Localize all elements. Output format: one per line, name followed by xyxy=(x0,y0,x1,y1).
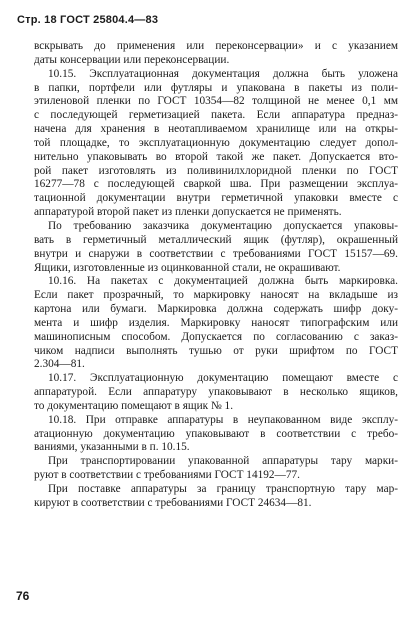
paragraph-10-18-start: 10.18. При отправке аппаратуры в неупакованном виде эксплу- xyxy=(48,413,398,426)
text-line: аппаратурой второй пакет из пленки допускается не применять. xyxy=(34,206,342,219)
text-line: ваниями, указанными в п. 10.15. xyxy=(34,441,190,454)
text-line: атационную документацию упаковывают в соответствии с требо- xyxy=(34,427,398,440)
text-line: в папки, портфели или футляры и упакована в пакеты из поли- xyxy=(34,81,398,94)
text-line: аппаратурой. Если аппаратуру упаковывают в несколько ящиков, xyxy=(34,386,398,399)
text-line: вать в герметичный металлический ящик (футляр), окрашенный xyxy=(34,233,398,246)
text-line: 2.304—81. xyxy=(34,358,85,371)
text-line: кируют в соответствии с требованиями ГОСТ 24634—81. xyxy=(34,496,312,509)
text-line: с последующей герметизацией пакета. Если аппаратура предназ- xyxy=(34,109,398,122)
paragraph-start: При поставке аппаратуры за границу транспортную тару мар- xyxy=(48,483,398,495)
text-line: даты консервации или переконсервации. xyxy=(34,53,230,66)
text-line: руют в соответствии с требованиями ГОСТ 14192—77. xyxy=(34,469,300,482)
text-line: тационной документации внутри герметичной упаковки вместе с xyxy=(34,192,398,205)
text-line: чиком надписи выполнять тушью от руки шрифтом по ГОСТ xyxy=(34,344,398,357)
text-line: начена для хранения в неотапливаемом хранилище или на откры- xyxy=(34,123,398,136)
text-line: этиленовой пленки по ГОСТ 10354—82 толщиной не менее 0,1 мм xyxy=(34,95,398,108)
paragraph-10-15-start: 10.15. Эксплуатационная документация должна быть уложена xyxy=(48,67,398,80)
text-line: нительно упаковывать во второй такой же пакет. Допускается вто- xyxy=(34,150,398,163)
text-line: той площадке, то эксплуатационную документацию следует допол- xyxy=(34,136,398,149)
paragraph-start: По требованию заказчика документацию допускается упаковы- xyxy=(48,219,398,232)
paragraph-10-16-start: 10.16. На пакетах с документацией должна быть маркировка. xyxy=(48,275,398,288)
text-line: картона или бумаги. Маркировка должна содержать шифр доку- xyxy=(34,303,398,316)
text-line: машинописным способом. Допускается по согласованию с заказ- xyxy=(34,330,398,343)
text-line: внутри и снаружи в соответствии с требованиями ГОСТ 15157—69. xyxy=(34,247,398,260)
text-line: 16277—78 с последующей сваркой шва. При размещении эксплуа- xyxy=(34,178,398,191)
page-number: 76 xyxy=(16,589,30,603)
text-line: мента и шифр изделия. Маркировку наносят типографским или xyxy=(34,316,398,329)
text-line: рой пакет изготовлять из поливинилхлоридной пленки по ГОСТ xyxy=(34,164,398,177)
text-line: Ящики, изготовленные из оцинкованной стали, не окрашивают. xyxy=(34,261,341,274)
text-line: то документацию помещают в ящик № 1. xyxy=(34,399,234,412)
text-line: вскрывать до применения или переконсервации» и с указанием xyxy=(34,40,398,52)
paragraph-10-17-start: 10.17. Эксплуатационную документацию помещают вместе с xyxy=(48,372,398,385)
paragraph-start: При транспортировании упакованной аппаратуры тару марки- xyxy=(48,455,398,468)
page-header: Стр. 18 ГОСТ 25804.4—83 xyxy=(17,14,159,26)
text-line: Если пакет прозрачный, то маркировку наносят на вкладыше из xyxy=(34,289,398,302)
document-body xyxy=(34,40,398,511)
